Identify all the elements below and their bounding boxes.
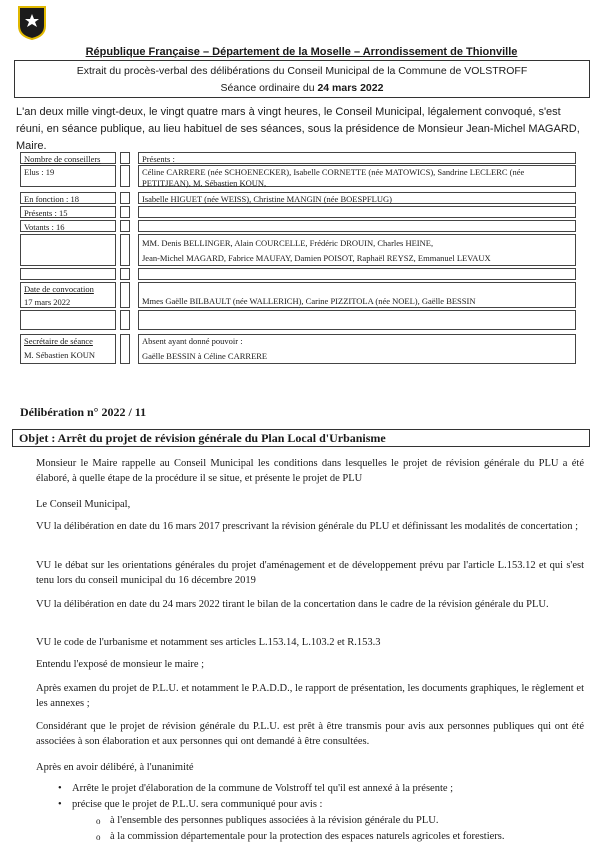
absents-list: Mmes Gaëlle BILBAULT (née WALLERICH), Carine PIZZITOLA (née NOEL), Gaëlle BESSIN [142, 296, 476, 306]
checkbox-cell [120, 268, 130, 280]
empty-cell [20, 310, 116, 330]
paragraph: VU la délibération en date du 24 mars 2022 tirant le bilan de la concertation dans le cadre de la révision générale du PLU. [36, 599, 549, 610]
checkbox-cell [120, 282, 130, 308]
checkbox-cell [120, 234, 130, 266]
pouvoir-label: Absent ayant donné pouvoir : [142, 336, 243, 346]
presents-line-1: Céline CARRERE (née SCHOENECKER), Isabelle CORNETTE (née MATOWICS), Sandrine LECLERC (née PETITJEAN), M. Sébastien KOUN, [138, 165, 576, 187]
convocation-date: 17 mars 2022 [24, 297, 71, 307]
seance-line [15, 82, 589, 94]
paragraph: Le Conseil Municipal, [36, 499, 131, 510]
deliberation-number: Délibération n° 2022 / 11 [20, 405, 147, 419]
secretaire-label: Secrétaire de séance [24, 336, 93, 346]
paragraph: VU la délibération en date du 16 mars 2017 prescrivant la révision générale du PLU et définissant les modalités de concertation ; [36, 521, 579, 532]
secretaire-cell [20, 334, 116, 364]
attendance-table [20, 152, 576, 368]
presents-line-4: Jean-Michel MAGARD, Fabrice MAUFAY, Damien POISOT, Raphaël REYSZ, Emmanuel LEVAUX [142, 253, 491, 263]
list-item: • précise que le projet de P.L.U. sera communiqué pour avis : [72, 798, 582, 812]
paragraph: Après en avoir délibéré, à l'unanimité [36, 762, 194, 773]
empty-cell [138, 206, 576, 218]
proces-verbal-box [14, 60, 590, 98]
elus-count: Elus : 19 [20, 165, 116, 187]
convocation-label: Date de convocation [24, 284, 94, 294]
sub-list-item: o à la commission départementale pour la protection des espaces naturels agricoles et forestiers. [110, 830, 584, 844]
commune-coat-of-arms-logo [18, 6, 46, 40]
paragraph: Considérant que le projet de révision générale du P.L.U. est prêt à être transmis pour avis aux personnes publiques qui ont été associées à son élaboration et aux personnes qui ont demandé à être consultées. [36, 721, 584, 747]
checkbox-cell [120, 165, 130, 187]
paragraph: Entendu l'exposé de monsieur le maire ; [36, 659, 205, 670]
objet-title: Objet : Arrêt du projet de révision générale du Plan Local d'Urbanisme [12, 429, 590, 447]
empty-cell [138, 268, 576, 280]
presents-line-2: Isabelle HIGUET (née WEISS), Christine MANGIN (née BOESPFLUG) [138, 192, 576, 204]
pouvoir-cell [138, 334, 576, 364]
checkbox-cell [120, 220, 130, 232]
seance-prefix: Séance ordinaire du [220, 82, 318, 94]
paragraph: Monsieur le Maire rappelle au Conseil Municipal les conditions dans lesquelles le projet de révision générale du PLU a été élaboré, à quelle étape de la procédure il se situe, et présente le projet de PLU [36, 458, 584, 484]
pouvoir-text: Gaëlle BESSIN à Céline CARRERE [142, 351, 268, 361]
intro-paragraph: L'an deux mille vingt-deux, le vingt quatre mars à vingt heures, le Conseil Municipal, légalement convoqué, s'est réuni, en séance publique, au lieu habituel de ses séances, sous la présidence de Monsieur Jean-Michel MAGARD, Maire. [16, 106, 580, 152]
presents-men-cell [138, 234, 576, 266]
empty-cell [20, 268, 116, 280]
absents-cell [138, 282, 576, 308]
votants-count: Votants : 16 [20, 220, 116, 232]
checkbox-cell [120, 334, 130, 364]
list-item: • Arrête le projet d'élaboration de la commune de Volstroff tel qu'il est annexé à la présente ; [72, 782, 582, 796]
secretaire-name: M. Sébastien KOUN [24, 350, 96, 360]
convocation-cell [20, 282, 116, 308]
checkbox-cell [120, 206, 130, 218]
empty-cell [138, 310, 576, 330]
presents-count: Présents : 15 [20, 206, 116, 218]
checkbox-cell [120, 310, 130, 330]
paragraph: VU le code de l'urbanisme et notamment ses articles L.153.14, L.103.2 et R.153.3 [36, 637, 381, 648]
paragraph: VU le débat sur les orientations générales du projet d'aménagement et de développement prévu par l'article L.153.12 et qui s'est tenu lors du conseil municipal du 16 décembre 2019 [36, 560, 584, 586]
en-fonction-count: En fonction : 18 [20, 192, 116, 204]
extract-line: Extrait du procès-verbal des délibérations du Conseil Municipal de la Commune de VOLSTROFF [76, 65, 528, 77]
checkbox-cell [120, 152, 130, 164]
document-header-title: République Française – Département de la Moselle – Arrondissement de Thionville [85, 46, 518, 58]
presents-line-3: MM. Denis BELLINGER, Alain COURCELLE, Frédéric DROUIN, Charles HEINE, [142, 238, 434, 248]
paragraph: Après examen du projet de P.L.U. et notamment le P.A.D.D., le rapport de présentation, les documents graphiques, le règlement et les annexes ; [36, 683, 584, 709]
checkbox-cell [120, 192, 130, 204]
empty-cell [138, 220, 576, 232]
seance-date: 24 mars 2022 [317, 82, 384, 94]
presents-label: Présents : [138, 152, 576, 164]
sub-list-item: o à l'ensemble des personnes publiques associées à la révision générale du PLU. [110, 814, 584, 828]
nombre-conseillers-label: Nombre de conseillers [20, 152, 116, 164]
empty-cell [20, 234, 116, 266]
